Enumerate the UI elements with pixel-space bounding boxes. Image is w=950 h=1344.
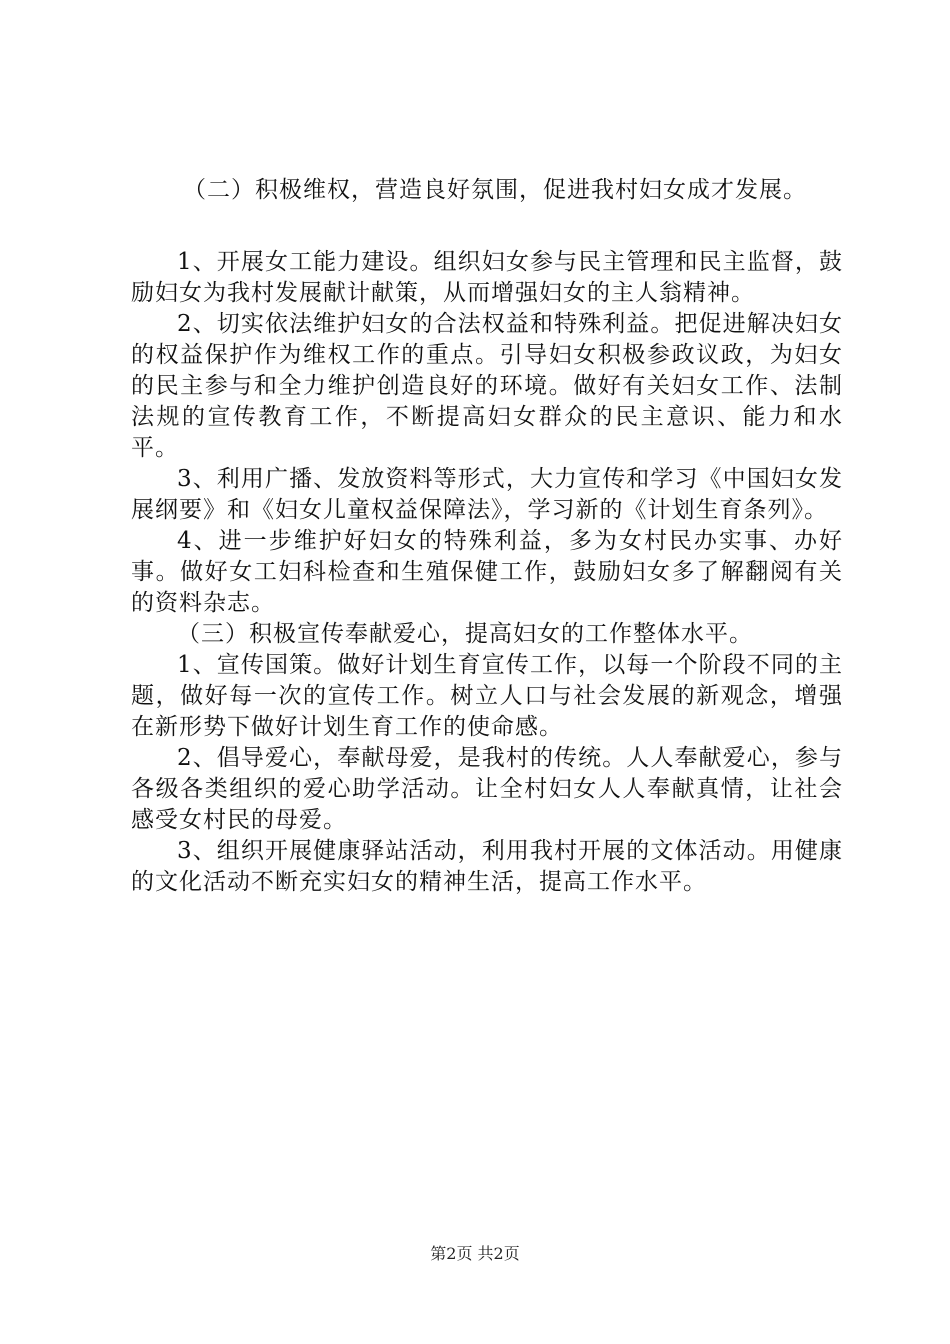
paragraph-item-3-3: 3、组织开展健康驿站活动，利用我村开展的文体活动。用健康的文化活动不断充实妇女的精神生活，提高工作水平。 bbox=[131, 838, 843, 895]
paragraph-item-3-1: 1、宣传国策。做好计划生育宣传工作，以每一个阶段不同的主题，做好每一次的宣传工作。树立人口与社会发展的新观念，增强在新形势下做好计划生育工作的使命感。 bbox=[131, 652, 843, 740]
section-heading-three: （三）积极宣传奉献爱心，提高妇女的工作整体水平。 bbox=[177, 621, 753, 647]
paragraph-item-1: 1、开展女工能力建设。组织妇女参与民主管理和民主监督，鼓励妇女为我村发展献计献策，从而增强妇女的主人翁精神。 bbox=[131, 249, 843, 306]
page-footer bbox=[0, 1244, 950, 1264]
paragraph-item-4: 4、进一步维护好妇女的特殊利益，多为女村民办实事、办好事。做好女工妇科检查和生殖保健工作，鼓励妇女多了解翻阅有关的资料杂志。 bbox=[131, 528, 843, 616]
paragraph-item-2: 2、切实依法维护妇女的合法权益和特殊利益。把促进解决妇女的权益保护作为维权工作的重点。引导妇女积极参政议政，为妇女的民主参与和全力维护创造良好的环境。做好有关妇女工作、法制法规的宣传教育工作，不断提高妇女群众的民主意识、能力和水平。 bbox=[131, 311, 843, 461]
section-heading-two: （二）积极维权，营造良好氛围，促进我村妇女成才发展。 bbox=[183, 177, 807, 203]
paragraph-item-3-2: 2、倡导爱心，奉献母爱，是我村的传统。人人奉献爱心，参与各级各类组织的爱心助学活动。让全村妇女人人奉献真情，让社会感受女村民的母爱。 bbox=[131, 745, 843, 833]
paragraph-item-3: 3、利用广播、发放资料等形式，大力宣传和学习《中国妇女发展纲要》和《妇女儿童权益保障法》，学习新的《计划生育条列》。 bbox=[131, 466, 843, 523]
document-body bbox=[131, 174, 843, 898]
page-number-label: 第2页 共2页 bbox=[430, 1244, 520, 1263]
